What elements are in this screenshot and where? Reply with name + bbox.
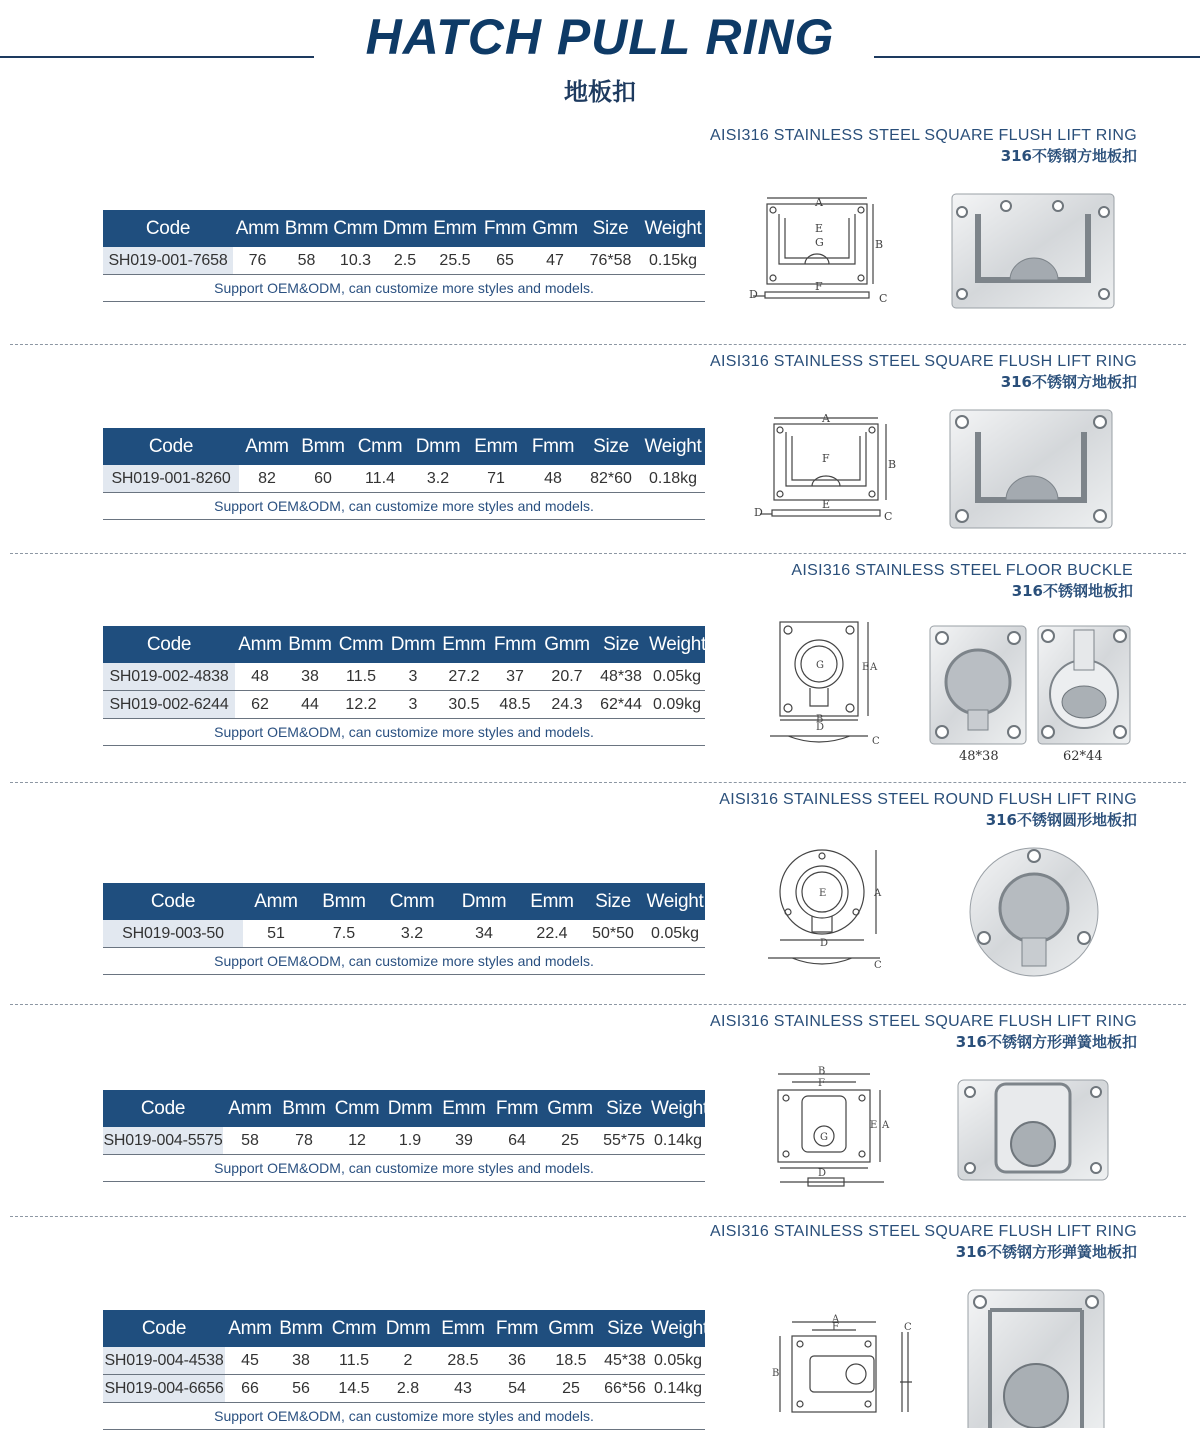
page-subtitle: 地板扣 bbox=[564, 78, 636, 106]
cell: 3.2 bbox=[409, 465, 467, 493]
col-header: Code bbox=[103, 1310, 225, 1347]
product-photo-4 bbox=[966, 844, 1102, 980]
section-6-title bbox=[710, 1222, 1137, 1262]
cell: 27.2 bbox=[439, 663, 489, 691]
section-divider bbox=[10, 1004, 1186, 1005]
product-photo-5 bbox=[956, 1078, 1110, 1182]
svg-text:B: B bbox=[875, 238, 884, 251]
cell: 62 bbox=[235, 691, 285, 719]
col-header: Fmm bbox=[489, 626, 541, 663]
col-header: Dmm bbox=[445, 883, 523, 920]
product-photo-1 bbox=[950, 192, 1116, 310]
cell: 58 bbox=[223, 1127, 277, 1155]
col-header: Gmm bbox=[543, 1090, 597, 1127]
col-header: Size bbox=[599, 1310, 651, 1347]
svg-text:F: F bbox=[815, 280, 823, 293]
svg-text:E: E bbox=[819, 888, 827, 899]
section-4-title bbox=[719, 790, 1137, 830]
cell: 7.5 bbox=[309, 920, 379, 948]
section-title-zh: 316不锈钢方形弹簧地板扣 bbox=[955, 1033, 1137, 1051]
cell: 45*38 bbox=[599, 1347, 651, 1375]
cell: 0.18kg bbox=[641, 465, 705, 493]
svg-text:E: E bbox=[822, 498, 831, 511]
table-row bbox=[103, 663, 705, 691]
svg-text:C: C bbox=[879, 292, 888, 305]
cell-code: SH019-004-5575 bbox=[103, 1127, 223, 1155]
note-row bbox=[103, 1403, 705, 1430]
cell: 82*60 bbox=[581, 465, 641, 493]
product-photo-3b bbox=[1036, 624, 1132, 746]
cell: 22.4 bbox=[523, 920, 581, 948]
section-divider bbox=[10, 782, 1186, 783]
col-header: Cmm bbox=[379, 883, 445, 920]
technical-drawing-6 bbox=[770, 1312, 920, 1424]
cell: 48*38 bbox=[593, 663, 649, 691]
product-photo-2 bbox=[948, 408, 1114, 530]
cell: 65 bbox=[480, 247, 530, 275]
cell: 47 bbox=[530, 247, 580, 275]
cell: 38 bbox=[275, 1347, 327, 1375]
col-header: Gmm bbox=[530, 210, 580, 247]
svg-text:D: D bbox=[816, 722, 825, 733]
technical-drawing-4 bbox=[762, 846, 888, 972]
cell: 38 bbox=[285, 663, 335, 691]
section-2-title bbox=[710, 352, 1137, 392]
spec-table-6 bbox=[103, 1310, 708, 1430]
spec-table-1 bbox=[103, 210, 705, 302]
cell: 50*50 bbox=[581, 920, 645, 948]
col-header: Emm bbox=[467, 428, 525, 465]
col-header: Bmm bbox=[275, 1310, 327, 1347]
cell-code: SH019-004-4538 bbox=[103, 1347, 225, 1375]
cell: 2.5 bbox=[380, 247, 430, 275]
spec-table-5 bbox=[103, 1090, 708, 1182]
spec-table-2 bbox=[103, 428, 705, 520]
svg-text:D: D bbox=[820, 938, 829, 949]
col-header: Amm bbox=[235, 626, 285, 663]
spec-table-4 bbox=[103, 883, 705, 975]
svg-text:F: F bbox=[818, 1078, 825, 1089]
section-title-en: AISI316 STAINLESS STEEL ROUND FLUSH LIFT RING bbox=[719, 791, 1137, 808]
cell: 0.05kg bbox=[645, 920, 705, 948]
cell: 44 bbox=[285, 691, 335, 719]
section-title-zh: 316不锈钢方地板扣 bbox=[1000, 147, 1137, 165]
col-header: Bmm bbox=[285, 626, 335, 663]
cell: 48.5 bbox=[489, 691, 541, 719]
note-row bbox=[103, 948, 705, 975]
cell: 0.14kg bbox=[651, 1375, 705, 1403]
col-header: Amm bbox=[243, 883, 309, 920]
cell: 62*44 bbox=[593, 691, 649, 719]
col-header: Gmm bbox=[541, 626, 593, 663]
oem-note: Support OEM&ODM, can customize more styles and models. bbox=[103, 719, 705, 746]
cell: 2.8 bbox=[381, 1375, 435, 1403]
cell: 11.5 bbox=[335, 663, 387, 691]
col-header: Cmm bbox=[331, 210, 380, 247]
table-row bbox=[103, 1127, 705, 1155]
col-header: Emm bbox=[430, 210, 480, 247]
col-header: Amm bbox=[239, 428, 295, 465]
cell: 25 bbox=[543, 1127, 597, 1155]
cell: 36 bbox=[491, 1347, 543, 1375]
cell: 10.3 bbox=[331, 247, 380, 275]
section-divider bbox=[10, 553, 1186, 554]
section-divider bbox=[10, 344, 1186, 345]
cell: 3.2 bbox=[379, 920, 445, 948]
svg-text:G: G bbox=[815, 236, 824, 249]
col-header: Size bbox=[597, 1090, 651, 1127]
section-title-zh: 316不锈钢方形弹簧地板扣 bbox=[955, 1243, 1137, 1261]
col-header: Cmm bbox=[327, 1310, 381, 1347]
cell: 43 bbox=[435, 1375, 491, 1403]
cell: 48 bbox=[235, 663, 285, 691]
cell: 64 bbox=[491, 1127, 543, 1155]
svg-text:B: B bbox=[772, 1368, 780, 1379]
col-header: Emm bbox=[435, 1310, 491, 1347]
section-3-title bbox=[791, 561, 1133, 601]
col-header: Weight bbox=[649, 626, 705, 663]
col-header: Fmm bbox=[491, 1310, 543, 1347]
cell: 24.3 bbox=[541, 691, 593, 719]
svg-text:E: E bbox=[815, 222, 824, 235]
cell: 14.5 bbox=[327, 1375, 381, 1403]
col-header: Dmm bbox=[409, 428, 467, 465]
col-header: Code bbox=[103, 883, 243, 920]
svg-text:F: F bbox=[832, 1322, 839, 1333]
oem-note: Support OEM&ODM, can customize more styles and models. bbox=[103, 1155, 705, 1182]
col-header: Weight bbox=[641, 428, 705, 465]
cell-code: SH019-002-6244 bbox=[103, 691, 235, 719]
section-title-en: AISI316 STAINLESS STEEL FLOOR BUCKLE bbox=[791, 562, 1133, 579]
cell: 28.5 bbox=[435, 1347, 491, 1375]
col-header: Emm bbox=[523, 883, 581, 920]
table-header-row bbox=[103, 1090, 705, 1127]
spec-table-3 bbox=[103, 626, 705, 746]
cell-code: SH019-003-50 bbox=[103, 920, 243, 948]
svg-text:B: B bbox=[818, 1066, 826, 1077]
cell: 12 bbox=[331, 1127, 383, 1155]
technical-drawing-2 bbox=[750, 408, 900, 526]
col-header: Code bbox=[103, 210, 233, 247]
cell: 3 bbox=[387, 663, 439, 691]
cell: 25.5 bbox=[430, 247, 480, 275]
oem-note: Support OEM&ODM, can customize more styles and models. bbox=[103, 275, 705, 302]
section-title-zh: 316不锈钢方地板扣 bbox=[1000, 373, 1137, 391]
section-title-zh: 316不锈钢圆形地板扣 bbox=[985, 811, 1137, 829]
col-header: Amm bbox=[225, 1310, 275, 1347]
cell: 0.05kg bbox=[651, 1347, 705, 1375]
cell: 71 bbox=[467, 465, 525, 493]
note-row bbox=[103, 719, 705, 746]
cell-code: SH019-001-8260 bbox=[103, 465, 239, 493]
col-header: Amm bbox=[223, 1090, 277, 1127]
cell: 39 bbox=[437, 1127, 491, 1155]
section-title-zh: 316不锈钢地板扣 bbox=[1011, 582, 1133, 600]
svg-text:C: C bbox=[904, 1322, 912, 1333]
cell: 56 bbox=[275, 1375, 327, 1403]
svg-text:B: B bbox=[816, 714, 824, 725]
col-header: Dmm bbox=[383, 1090, 437, 1127]
col-header: Size bbox=[581, 883, 645, 920]
cell: 51 bbox=[243, 920, 309, 948]
cell: 20.7 bbox=[541, 663, 593, 691]
svg-text:A: A bbox=[832, 1314, 840, 1325]
col-header: Fmm bbox=[480, 210, 530, 247]
table-header-row bbox=[103, 428, 705, 465]
col-header: Size bbox=[593, 626, 649, 663]
cell: 18.5 bbox=[543, 1347, 599, 1375]
oem-note: Support OEM&ODM, can customize more styles and models. bbox=[103, 493, 705, 520]
technical-drawing-1 bbox=[745, 192, 895, 310]
cell: 66 bbox=[225, 1375, 275, 1403]
table-header-row bbox=[103, 1310, 705, 1347]
note-row bbox=[103, 1155, 705, 1182]
cell: 78 bbox=[277, 1127, 331, 1155]
table-row bbox=[103, 691, 705, 719]
col-header: Fmm bbox=[525, 428, 581, 465]
cell: 76*58 bbox=[580, 247, 641, 275]
cell: 0.14kg bbox=[651, 1127, 705, 1155]
cell: 76 bbox=[233, 247, 282, 275]
svg-text:G: G bbox=[820, 1132, 828, 1143]
col-header: Bmm bbox=[282, 210, 331, 247]
col-header: Code bbox=[103, 428, 239, 465]
cell: 2 bbox=[381, 1347, 435, 1375]
section-title-en: AISI316 STAINLESS STEEL SQUARE FLUSH LIFT RING bbox=[710, 1223, 1137, 1240]
photo-caption: 62*44 bbox=[1063, 749, 1103, 764]
svg-text:D: D bbox=[818, 1168, 827, 1179]
cell: 25 bbox=[543, 1375, 599, 1403]
col-header: Emm bbox=[437, 1090, 491, 1127]
col-header: Dmm bbox=[381, 1310, 435, 1347]
photo-caption: 48*38 bbox=[959, 749, 999, 764]
svg-text:G: G bbox=[816, 660, 824, 671]
col-header: Size bbox=[581, 428, 641, 465]
col-header: Bmm bbox=[309, 883, 379, 920]
cell: 30.5 bbox=[439, 691, 489, 719]
cell: 58 bbox=[282, 247, 331, 275]
svg-text:C: C bbox=[884, 510, 893, 523]
col-header: Weight bbox=[645, 883, 705, 920]
col-header: Weight bbox=[641, 210, 705, 247]
svg-text:D: D bbox=[754, 506, 763, 519]
table-row bbox=[103, 1347, 705, 1375]
svg-text:A: A bbox=[815, 196, 823, 209]
svg-text:A: A bbox=[822, 412, 830, 425]
svg-text:F: F bbox=[822, 452, 830, 465]
col-header: Cmm bbox=[335, 626, 387, 663]
col-header: Code bbox=[103, 1090, 223, 1127]
cell: 0.05kg bbox=[649, 663, 705, 691]
cell: 60 bbox=[295, 465, 351, 493]
note-row bbox=[103, 275, 705, 302]
cell-code: SH019-004-6656 bbox=[103, 1375, 225, 1403]
oem-note: Support OEM&ODM, can customize more styles and models. bbox=[103, 948, 705, 975]
col-header: Weight bbox=[651, 1090, 705, 1127]
cell: 34 bbox=[445, 920, 523, 948]
svg-text:B: B bbox=[888, 458, 897, 471]
section-title-en: AISI316 STAINLESS STEEL SQUARE FLUSH LIFT RING bbox=[710, 1013, 1137, 1030]
cell: 54 bbox=[491, 1375, 543, 1403]
product-photo-3a bbox=[928, 624, 1028, 746]
note-row bbox=[103, 493, 705, 520]
cell: 1.9 bbox=[383, 1127, 437, 1155]
svg-text:A: A bbox=[870, 662, 878, 673]
cell: 55*75 bbox=[597, 1127, 651, 1155]
cell: 45 bbox=[225, 1347, 275, 1375]
table-header-row bbox=[103, 883, 705, 920]
cell-code: SH019-002-4838 bbox=[103, 663, 235, 691]
section-divider bbox=[10, 1216, 1186, 1217]
page-title: HATCH PULL RING bbox=[365, 9, 835, 65]
col-header: Code bbox=[103, 626, 235, 663]
technical-drawing-3 bbox=[758, 618, 888, 752]
cell: 66*56 bbox=[599, 1375, 651, 1403]
cell: 3 bbox=[387, 691, 439, 719]
col-header: Gmm bbox=[543, 1310, 599, 1347]
table-header-row bbox=[103, 626, 705, 663]
svg-text:C: C bbox=[872, 736, 880, 747]
cell: 0.09kg bbox=[649, 691, 705, 719]
oem-note: Support OEM&ODM, can customize more styles and models. bbox=[103, 1403, 705, 1430]
cell: 11.4 bbox=[351, 465, 409, 493]
col-header: Weight bbox=[651, 1310, 705, 1347]
col-header: Bmm bbox=[295, 428, 351, 465]
svg-text:A: A bbox=[874, 888, 882, 899]
cell: 82 bbox=[239, 465, 295, 493]
col-header: Emm bbox=[439, 626, 489, 663]
table-row bbox=[103, 465, 705, 493]
table-row bbox=[103, 247, 705, 275]
cell: 0.15kg bbox=[641, 247, 705, 275]
svg-text:D: D bbox=[749, 288, 758, 301]
table-row bbox=[103, 920, 705, 948]
cell: 48 bbox=[525, 465, 581, 493]
cell: 12.2 bbox=[335, 691, 387, 719]
col-header: Dmm bbox=[380, 210, 430, 247]
col-header: Fmm bbox=[491, 1090, 543, 1127]
col-header: Dmm bbox=[387, 626, 439, 663]
col-header: Size bbox=[580, 210, 641, 247]
svg-text:E: E bbox=[862, 662, 870, 673]
cell: 37 bbox=[489, 663, 541, 691]
table-row bbox=[103, 1375, 705, 1403]
col-header: Amm bbox=[233, 210, 282, 247]
svg-text:A: A bbox=[882, 1120, 890, 1131]
product-photo-6 bbox=[966, 1288, 1106, 1428]
table-header-row bbox=[103, 210, 705, 247]
section-title-en: AISI316 STAINLESS STEEL SQUARE FLUSH LIFT RING bbox=[710, 353, 1137, 370]
svg-text:E: E bbox=[870, 1120, 878, 1131]
col-header: Bmm bbox=[277, 1090, 331, 1127]
section-1-title bbox=[710, 126, 1137, 166]
section-title-en: AISI316 STAINLESS STEEL SQUARE FLUSH LIFT RING bbox=[710, 127, 1137, 144]
technical-drawing-5 bbox=[772, 1066, 892, 1196]
col-header: Cmm bbox=[351, 428, 409, 465]
section-5-title bbox=[710, 1012, 1137, 1052]
svg-text:C: C bbox=[874, 960, 882, 971]
cell: 11.5 bbox=[327, 1347, 381, 1375]
col-header: Cmm bbox=[331, 1090, 383, 1127]
cell-code: SH019-001-7658 bbox=[103, 247, 233, 275]
